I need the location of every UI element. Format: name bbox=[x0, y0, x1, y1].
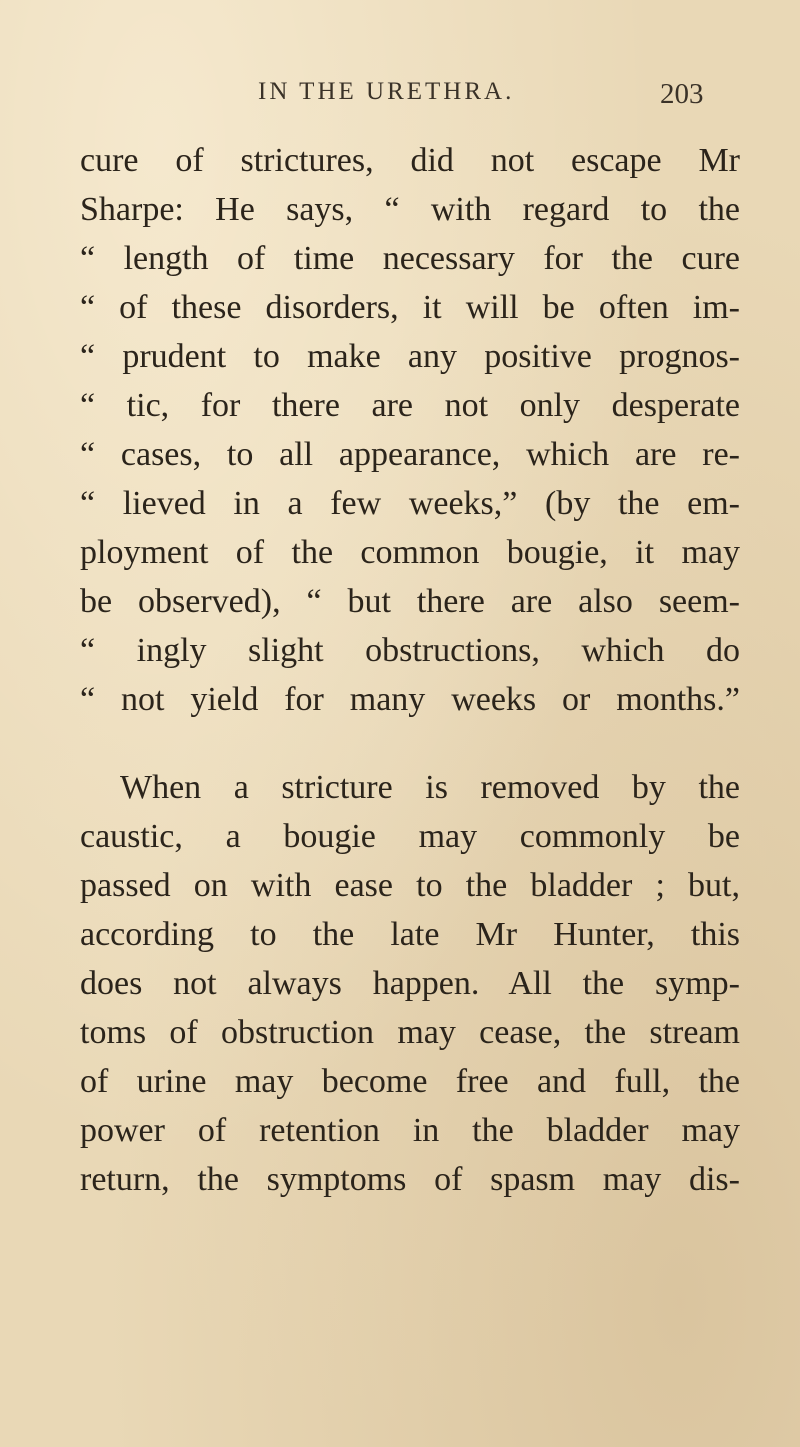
page-number: 203 bbox=[660, 78, 704, 110]
text-line: be observed), “ but there are also seem- bbox=[80, 583, 740, 620]
paragraph-1 bbox=[80, 136, 740, 724]
text-line: power of retention in the bladder may bbox=[80, 1112, 740, 1149]
text-line: “ lieved in a few weeks,” (by the em- bbox=[80, 485, 740, 522]
text-line: “ cases, to all appearance, which are re- bbox=[80, 436, 740, 473]
text-line: toms of obstruction may cease, the stream bbox=[80, 1014, 740, 1051]
text-line: does not always happen. All the symp- bbox=[80, 965, 740, 1002]
text-line: “ length of time necessary for the cure bbox=[80, 240, 740, 277]
body-text bbox=[80, 136, 740, 1204]
running-title: IN THE URETHRA. bbox=[258, 78, 515, 105]
text-line: “ prudent to make any positive prognos- bbox=[80, 338, 740, 375]
text-line: “ tic, for there are not only desperate bbox=[80, 387, 740, 424]
text-line: cure of strictures, did not escape Mr bbox=[80, 142, 740, 179]
paragraph-2 bbox=[80, 763, 740, 1204]
paragraph-gap bbox=[80, 724, 740, 763]
text-line: “ of these disorders, it will be often im- bbox=[80, 289, 740, 326]
running-head bbox=[0, 78, 800, 118]
text-line: return, the symptoms of spasm may dis- bbox=[80, 1161, 740, 1198]
text-line: Sharpe: He says, “ with regard to the bbox=[80, 191, 740, 228]
text-line: passed on with ease to the bladder ; but, bbox=[80, 867, 740, 904]
text-line: “ not yield for many weeks or months.” bbox=[80, 681, 740, 718]
text-line: When a stricture is removed by the bbox=[120, 769, 740, 806]
text-line: “ ingly slight obstructions, which do bbox=[80, 632, 740, 669]
text-line: caustic, a bougie may commonly be bbox=[80, 818, 740, 855]
text-line: according to the late Mr Hunter, this bbox=[80, 916, 740, 953]
text-line: of urine may become free and full, the bbox=[80, 1063, 740, 1100]
text-line: ployment of the common bougie, it may bbox=[80, 534, 740, 571]
